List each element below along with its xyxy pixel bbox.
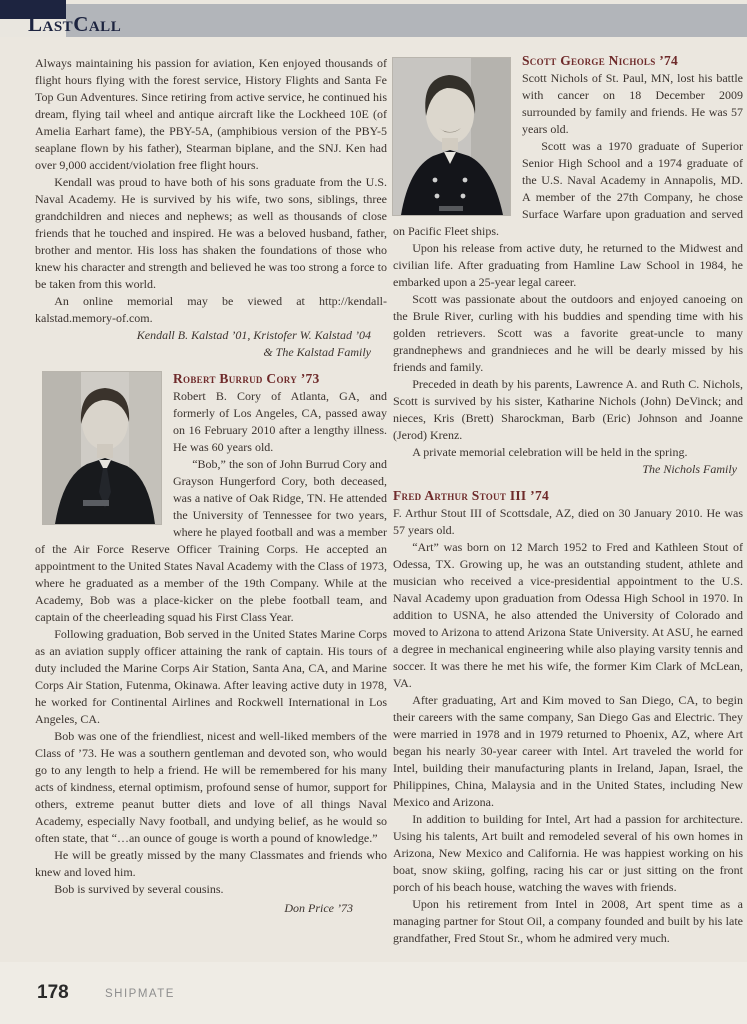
magazine-name: SHIPMATE — [105, 988, 175, 1000]
paragraph: In addition to building for Intel, Art had a passion for architecture. Using his talents, Art built and remodeled several of his own homes in Arizona, New Mexico and California. He was happiest working on his boat, snow skiing, golfing, racing his car or just sitting on the front porch of his beach house, watching the waves with friends. — [393, 812, 743, 894]
paragraph: Always maintaining his passion for aviation, Ken enjoyed thousands of flight hours flying with the forest service, History Flights and Santa Fe Top Gun Adventures. Since retiring from active service, he continued his dream, flying tail wheel and antique aircraft like the Lockheed 10E (of Amelia Earhart fame), the PBY-5A, (amphibious version of the PBY-5 seaplane flown by his father), Stearman biplane, and the SNJ. Ken had over 9,000 accident/violation free flight hours. — [35, 56, 387, 172]
signature-line: Kendall B. Kalstad ’01, Kristofer W. Kalstad ’04 — [136, 328, 371, 342]
nichols-portrait-graphic — [393, 58, 510, 215]
cory-portrait-photo — [43, 372, 161, 524]
paragraph: Preceded in death by his parents, Lawrence A. and Ruth C. Nichols, Scott is survived by his sister, Katharine Nichols (John) DeVinck; and nieces, Kris (Brett) Sharockman, Barb (Eric) Johnson and Joanne (Jerod) Krenz. — [393, 377, 743, 442]
paragraph: He will be greatly missed by the many Classmates and friends who knew and loved him. — [35, 848, 387, 879]
paragraph: F. Arthur Stout III of Scottsdale, AZ, died on 30 January 2010. He was 57 years old. — [393, 506, 743, 537]
obituary-signature — [393, 461, 743, 478]
signature-line: The Nichols Family — [642, 462, 737, 476]
paragraph: Scott was a 1970 graduate of Superior Senior High School and a 1974 graduate of the U.S. Naval Academy in Annapolis, MD. A member of the 27th Company, he chose Surface Warfare upon graduation and served on Pacific Fleet ships. — [393, 139, 743, 238]
page-number: 178 — [37, 982, 69, 1003]
paragraph: Robert B. Cory of Atlanta, GA, and formerly of Los Angeles, CA, passed away on 16 February 2010 after a lengthy illness. He was 60 years old. — [173, 389, 387, 454]
paragraph: Following graduation, Bob served in the United States Marine Corps as an aviation supply officer attaining the rank of captain. His tours of duty included the Marine Corps Air Station, Santa Ana, CA, and Marine Corps Air Station, Futenma, Okinawa. After leaving active duty in 1978, he worked for Continental Airlines and Rockwell International in Los Angeles, CA. — [35, 627, 387, 726]
paragraph: Kendall was proud to have both of his sons graduate from the U.S. Naval Academy. He is survived by his wife, two sons, siblings, three grandchildren and nieces and nephews; as well as thousands of close friends that he touched and inspired. He was a beloved husband, father, brother and mentor. His loss has shaken the foundations of those who knew his character and strength and believed he was too strong a force to be taken from this world. — [35, 175, 387, 291]
paragraph: “Art” was born on 12 March 1952 to Fred and Kathleen Stout of Odessa, TX. Growing up, he was an outstanding student, athlete and musician who received a vice-presidential appointment to the U.S. Naval Academy upon graduation from Odessa High School in 1970. In addition to USNA, he also attended the University of Colorado and moved to Arizona to attend Arizona State University. At ASU, he earned a degree in mechanical engineering while also playing varsity tennis and soccer. It was there he met his wife, the former Kim Clark of McLean, VA. — [393, 540, 743, 690]
obituary-kalstad-continuation — [35, 55, 387, 361]
signature-line: Don Price ’73 — [284, 901, 353, 915]
paragraph: Upon his release from active duty, he returned to the Midwest and civilian life. After graduating from Hamline Law School in 1984, he embarked upon a 25-year legal career. — [393, 241, 743, 289]
left-column — [35, 55, 387, 917]
page-footer — [0, 962, 747, 1024]
paragraph: Bob is survived by several cousins. — [54, 882, 224, 896]
wordmark-first-word: Last — [28, 12, 74, 36]
obituary-cory — [35, 370, 387, 917]
wordmark-second-word: Call — [73, 12, 122, 36]
paragraph: Scott was passionate about the outdoors and enjoyed canoeing on the Brule River, curling with his buddies and spending time with his golden retrievers. Scott was a favorite great-uncle to many grandnephews and grandnieces and he will be dearly missed by his friends and family. — [393, 292, 743, 374]
signature-line: & The Kalstad Family — [263, 345, 371, 359]
paragraph: A private memorial celebration will be held in the spring. — [412, 445, 688, 459]
paragraph: Scott Nichols of St. Paul, MN, lost his battle with cancer on 18 December 2009 surrounded by family and friends. He was 57 years old. — [522, 71, 743, 136]
right-column — [393, 52, 743, 947]
paragraph: An online memorial may be viewed at http://kendall-kalstad.memory-of.com. — [35, 294, 387, 325]
paragraph: “Bob,” the son of John Burrud Cory and Grayson Hungerford Cory, both deceased, was a native of Oak Ridge, TN. He attended the University of Tennessee for two years, where he played football and was a member of the Air Force Reserve Officer Training Corps. He accepted an appointment to the United States Naval Academy with the Class of 1973, where he graduated as a member of the 19th Company. While at the Academy, Bob was a place-kicker on the plebe football team, and captain of the cheerleading squad his First Class Year. — [35, 457, 387, 624]
nichols-portrait-photo — [393, 58, 510, 215]
paragraph: After graduating, Art and Kim moved to San Diego, CA, to begin their careers with the same company, San Diego Gas and Electric. They were married in 1978 and in 1979 returned to Phoenix, AZ, where Art began his nearly 30-year career with Intel. Art traveled the world for Intel, building their manufacturing plants in Ireland, Japan, Israel, the Philippines, China, Malaysia and in the United States, including New Mexico and Arizona. — [393, 693, 743, 809]
obituary-nichols — [393, 52, 743, 478]
obituary-heading-nichols: Scott George Nichols ’74 — [522, 53, 679, 68]
last-call-wordmark — [28, 12, 121, 36]
paragraph: Bob was one of the friendliest, nicest and well-liked members of the Class of ’73. He was a southern gentleman and devoted son, who would go to any length to help a friend. He will be remembered for his many acts of kindness, eternal optimism, profound sense of humor, support for others, extreme peanut butter diets and love of all things Naval Academy, especially Navy football, and undying belief, as he would so often state, that “…an ounce of gouge is worth a pound of knowledge.” — [35, 729, 387, 845]
obituary-stout — [393, 487, 743, 947]
obituary-heading-stout: Fred Arthur Stout III ’74 — [393, 488, 550, 503]
obituary-signature — [35, 900, 387, 917]
masthead — [0, 0, 747, 48]
paragraph: Upon his retirement from Intel in 2008, Art spent time as a managing partner for Stout Oil, a company founded and built by his late grandfather, Fred Stout Sr., whom he admired very much. — [393, 897, 743, 945]
obituary-signature — [35, 327, 387, 361]
obituary-heading-cory: Robert Burrud Cory ’73 — [173, 371, 320, 386]
cory-portrait-graphic — [43, 372, 161, 524]
